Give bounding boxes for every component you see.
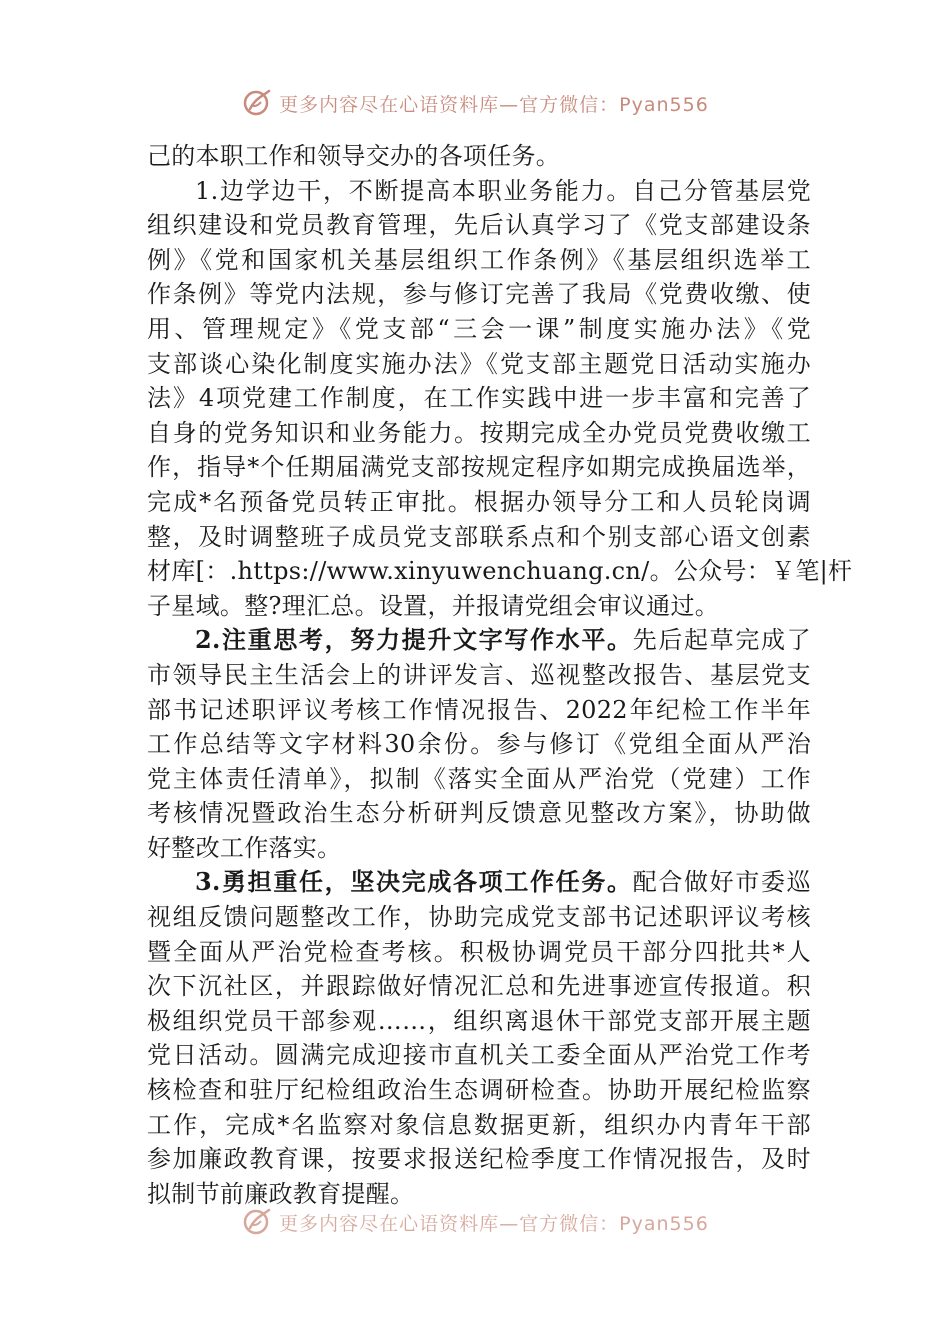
text-line: 工作，完成*名监察对象信息数据更新，组织办内青年干部 [147, 1110, 811, 1139]
header-watermark [0, 83, 950, 123]
text-line: 部书记述职评议考核工作情况报告、2022年纪检工作半年 [147, 695, 811, 724]
text-line: 支部谈心染化制度实施办法》《党支部主题党日活动实施办 [147, 349, 811, 378]
text-line: 考核情况暨政治生态分析研判反馈意见整改方案》，协助做 [147, 799, 811, 828]
text-line: 用、管理规定》《党支部“三会一课”制度实施办法》《党 [147, 314, 811, 343]
text-line: 拟制节前廉政教育提醒。 [147, 1179, 415, 1208]
brush-logo-icon [241, 87, 273, 119]
text-line: 极组织党员干部参观……，组织离退休干部党支部开展主题 [147, 1006, 811, 1035]
watermark-text: 更多内容尽在心语资料库—官方微信：Pyan556 [279, 1212, 709, 1235]
text-line: 核检查和驻厅纪检组政治生态调研检查。协助开展纪检监察 [147, 1076, 811, 1105]
text-line: 完成*名预备党员转正审批。根据办领导分工和人员轮岗调 [147, 487, 811, 516]
text-line: 法》4项党建工作制度，在工作实践中进一步丰富和完善了 [147, 384, 811, 413]
text-line: 己的本职工作和领导交办的各项任务。 [147, 142, 561, 170]
section-heading: 3.勇担重任，坚决完成各项工作任务。 [195, 867, 633, 897]
document-body [147, 139, 853, 1211]
brush-logo-icon [241, 1206, 273, 1238]
text-line: 2.注重思考，努力提升文字写作水平。先后起草完成了 [195, 625, 811, 655]
text-line: 自身的党务知识和业务能力。按期完成全办党员党费收缴工 [147, 418, 811, 447]
text-line: 视组反馈问题整改工作，协助完成党支部书记述职评议考核 [147, 903, 811, 932]
text-line: 暨全面从严治党检查考核。积极协调党员干部分四批共*人 [147, 937, 811, 966]
section-heading: 2.注重思考，努力提升文字写作水平。 [195, 625, 633, 655]
text-line: 1.边学边干，不断提高本职业务能力。自己分管基层党 [195, 176, 811, 205]
footer-watermark [0, 1202, 950, 1242]
watermark-text: 更多内容尽在心语资料库—官方微信：Pyan556 [279, 93, 709, 116]
text-line: 组织建设和党员教育管理，先后认真学习了《党支部建设条 [147, 211, 811, 240]
text-line: 材库[：.https://www.xinyuwenchuang.cn/。公众号：￥笔|杆 [147, 557, 853, 586]
text-line: 3.勇担重任，坚决完成各项工作任务。配合做好市委巡 [195, 867, 811, 897]
text-line: 市领导民主生活会上的讲评发言、巡视整改报告、基层党支 [147, 660, 811, 689]
text-line: 好整改工作落实。 [147, 833, 342, 862]
text-line: 次下沉社区，并跟踪做好情况汇总和先进事迹宣传报道。积 [147, 972, 811, 1001]
text-line: 参加廉政教育课，按要求报送纪检季度工作情况报告，及时 [147, 1145, 811, 1174]
text-line: 作，指导*个任期届满党支部按规定程序如期完成换届选举， [147, 453, 811, 482]
text-line: 例》《党和国家机关基层组织工作条例》《基层组织选举工 [147, 245, 811, 274]
text-line: 作条例》等党内法规，参与修订完善了我局《党费收缴、使 [147, 280, 811, 309]
text-line: 党日活动。圆满完成迎接市直机关工委全面从严治党工作考 [147, 1041, 811, 1070]
text-line: 工作总结等文字材料30余份。参与修订《党组全面从严治 [147, 730, 811, 759]
text-line: 整，及时调整班子成员党支部联系点和个别支部心语文创素 [147, 522, 811, 551]
text-line: 党主体责任清单》，拟制《落实全面从严治党（党建）工作 [147, 764, 811, 793]
text-line: 子星域。整?理汇总。设置，并报请党组会审议通过。 [147, 591, 720, 620]
